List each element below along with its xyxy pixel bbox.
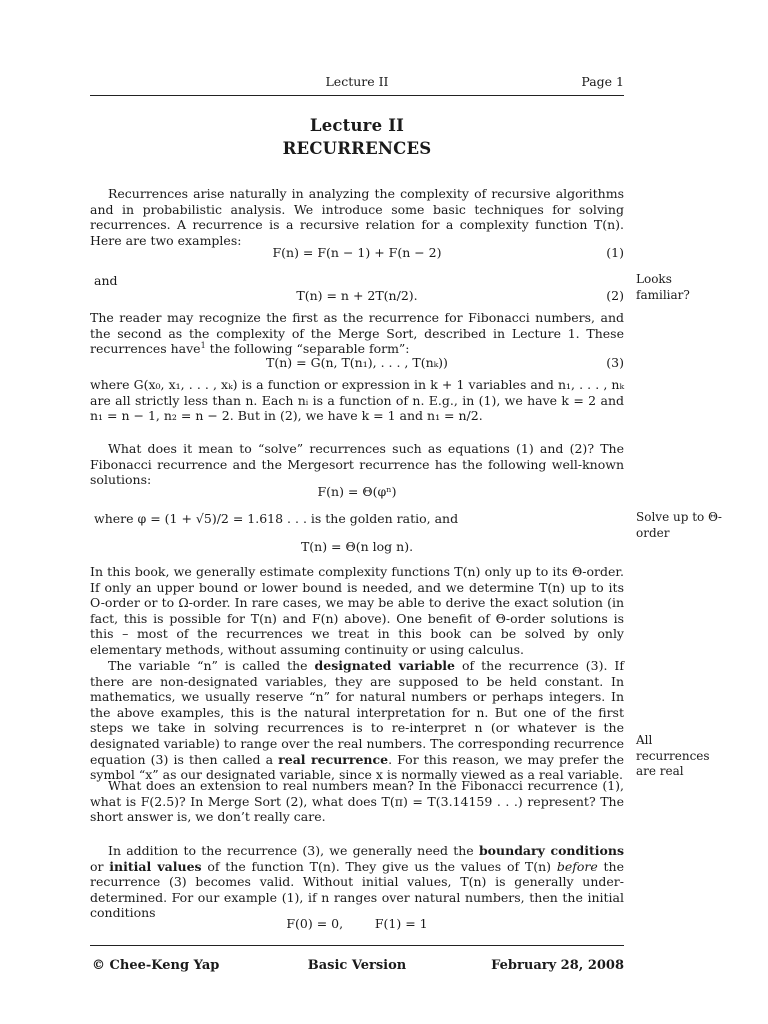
paragraph-boundary-conditions — [90, 843, 624, 921]
equation-1-number: (1) — [606, 245, 624, 260]
margin-note-real-recurrences: All recurrences are real — [636, 733, 710, 779]
equation-2: T(n) = n + 2T(n/2). — [296, 288, 418, 303]
footer-version: Basic Version — [307, 958, 407, 973]
term-initial-values: initial values — [109, 858, 202, 874]
term-real-recurrence: real recurrence — [278, 751, 389, 767]
intro-paragraph: Recurrences arise naturally in analyzing the complexity of recursive algorithms and in probabilistic analysis. We introduce some basic techniques for solving recurrences. A recurrence is a recursive relation for a complexity function T(n). Here are two examples: — [90, 186, 624, 248]
equation-mergesort-solution: T(n) = Θ(n log n). — [300, 539, 414, 554]
emphasis-before: before — [556, 858, 598, 874]
paragraph-text: the recurrence (3) becomes valid. Without initial values, T(n) is generally under-determined. For our example (1), if n ranges over natural numbers, then the initial conditions — [90, 858, 624, 921]
term-designated-variable: designated variable — [314, 658, 456, 673]
paragraph-definitions: where G(x₀, x₁, . . . , xₖ) is a function or expression in k + 1 variables and n₁, . . . , nₖ are all strictly less than n. Each nᵢ is a function of n. E.g., in (1), we have k = 2 and n₁ = n − 1, n₂ = n − 2. But in (2), we have k = 1 and n₁ = n/2. — [90, 377, 624, 424]
margin-note-looks-familiar: Looks familiar? — [636, 272, 690, 302]
paragraph-text: The reader may recognize the first as the recurrence for Fibonacci numbers, and the second as the complexity of the Merge Sort, described in Lecture 1. These recurrences have — [90, 310, 624, 357]
header-rule — [90, 95, 624, 96]
footer-rule — [90, 945, 624, 946]
equation-3: T(n) = G(n, T(n₁), . . . , T(nₖ)) — [266, 355, 448, 370]
footer-date: February 28, 2008 — [491, 958, 624, 973]
and-label: and — [94, 273, 118, 288]
paragraph-real-extension: What does an extension to real numbers mean? In the Fibonacci recurrence (1), what is F(2.5)? In Merge Sort (2), what does T(π) = T(3.14159 . . .) represent? The short answer is, we don’t really care. — [90, 778, 624, 825]
page-number: Page 1 — [581, 74, 624, 89]
paragraph-theta-order: In this book, we generally estimate complexity functions T(n) only up to its Θ-order. If only an upper bound or lower bound is needed, and we determine T(n) up to its O-order or to Ω-order. In rare cases, we may be able to derive the exact solution (in fact, this is possible for T(n) and F(n) above). One benefit of Θ-order solutions is this – most of the recurrences we treat in this book can be solved by only elementary methods, without assuming continuity or using calculus. — [90, 564, 624, 657]
footer-author: © Chee-Keng Yap — [92, 958, 220, 973]
term-boundary-conditions: boundary conditions — [478, 843, 624, 858]
running-header-title: Lecture II — [325, 74, 389, 89]
equation-initial-conditions: F(0) = 0, F(1) = 1 — [286, 916, 428, 931]
paragraph-text: of the recurrence (3). If there are non-designated variables, they are supposed to be held constant. In mathematics, we usually reserve “n” for natural numbers or perhaps integers. In the above examples, this is the natural interpretation for n. But one of the first steps we take in solving recurrences is to re-interpret n (or whatever is the designated variable) to range over the real numbers. The corresponding recurrence equation (3) is then called a — [90, 658, 625, 767]
paragraph-designated-variable — [90, 658, 624, 783]
equation-fibonacci-solution: F(n) = Θ(φⁿ) — [317, 484, 397, 499]
paragraph-text: or — [90, 858, 110, 874]
golden-ratio-line: where φ = (1 + √5)/2 = 1.618 . . . is the golden ratio, and — [94, 511, 459, 526]
equation-2-number: (2) — [606, 288, 624, 303]
paragraph-text: of the function T(n). They give us the values of T(n) — [201, 858, 557, 874]
paragraph-text: the following “separable form”: — [205, 341, 410, 357]
paragraph-text: The variable “n” is called the — [108, 658, 315, 673]
paragraph-separable-form — [90, 310, 624, 357]
footnote-marker: 1 — [200, 341, 206, 351]
lecture-title: RECURRENCES — [282, 139, 432, 158]
equation-1: F(n) = F(n − 1) + F(n − 2) — [272, 245, 442, 260]
paragraph-text: . For this reason, we may prefer the symbol “x” as our designated variable, since x is normally viewed as a real variable. — [90, 751, 624, 783]
lecture-number: Lecture II — [309, 116, 405, 135]
paragraph-solve-question: What does it mean to “solve” recurrences such as equations (1) and (2)? The Fibonacci recurrence and the Mergesort recurrence has the following well-known solutions: — [90, 441, 624, 488]
paragraph-text: In addition to the recurrence (3), we generally need the — [108, 843, 479, 858]
equation-3-number: (3) — [606, 355, 624, 370]
margin-note-theta-order: Solve up to Θ-order — [636, 510, 722, 540]
